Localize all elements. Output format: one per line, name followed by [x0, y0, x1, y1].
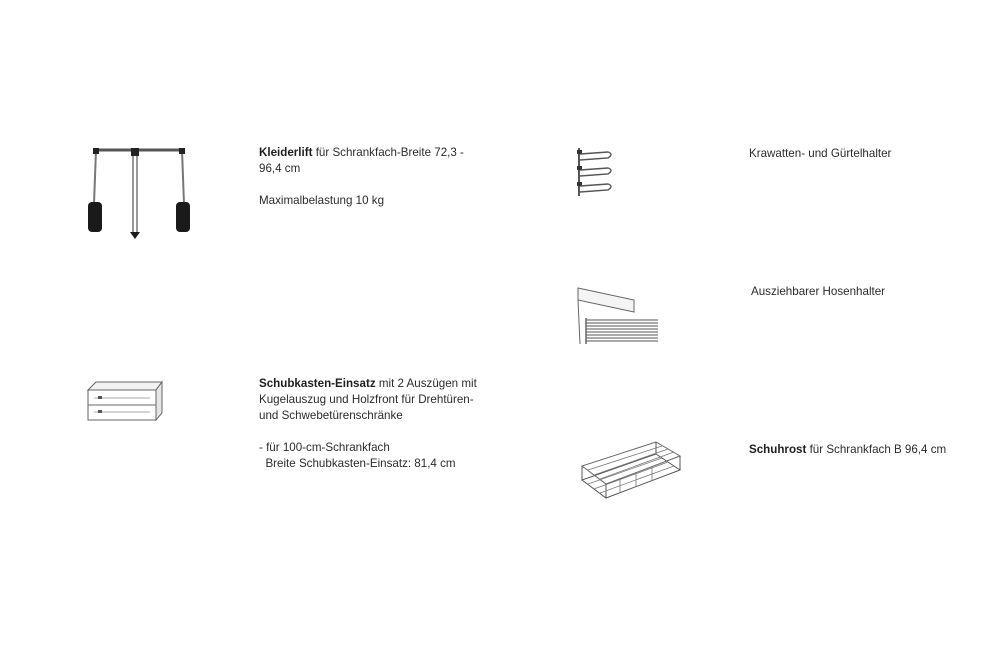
item-text: für Schrankfach-Breite 72,3 -	[312, 146, 464, 159]
item-text: - für 100-cm-Schrankfach	[259, 441, 390, 454]
item-hosenhalter	[751, 284, 971, 300]
item-text: Kugelauszug und Holzfront für Drehtüren-	[259, 393, 474, 406]
item-text: und Schwebetürenschränke	[259, 409, 403, 422]
item-text: mit 2 Auszügen mit	[375, 377, 477, 390]
item-krawattenhalter	[749, 146, 969, 162]
item-title: Kleiderlift	[259, 146, 313, 159]
item-text: für Schrankfach B 96,4 cm	[806, 443, 947, 456]
drawer-insert-icon	[86, 380, 166, 422]
tie-belt-holder-icon	[574, 146, 618, 198]
item-text: Breite Schubkasten-Einsatz: 81,4 cm	[259, 457, 456, 470]
item-schuhrost	[749, 442, 989, 458]
wardrobe-lift-icon	[84, 142, 194, 242]
item-text: Maximalbelastung 10 kg	[259, 194, 385, 207]
item-text: Krawatten- und Gürtelhalter	[749, 147, 892, 160]
item-text: Ausziehbarer Hosenhalter	[751, 285, 886, 298]
item-title: Schuhrost	[749, 443, 807, 456]
item-kleiderlift	[259, 145, 509, 209]
trouser-rack-icon	[572, 286, 664, 348]
shoe-rack-icon	[576, 440, 684, 502]
item-title: Schubkasten-Einsatz	[259, 377, 376, 390]
item-schubkasten	[259, 376, 519, 472]
item-text: 96,4 cm	[259, 162, 301, 175]
